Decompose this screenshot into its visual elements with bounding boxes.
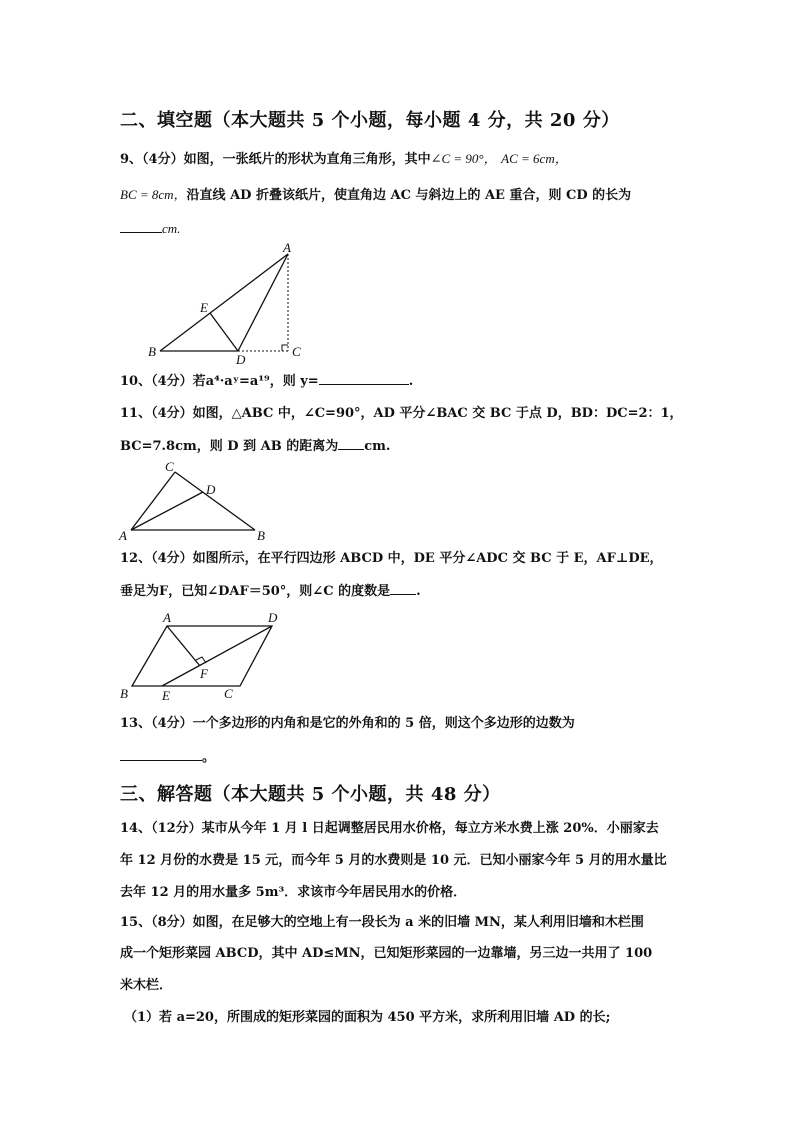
q12-answer-blank <box>390 580 416 595</box>
edge-ad <box>131 492 203 530</box>
q9-bc: BC = 8cm， <box>120 187 187 202</box>
q15-sub1: （1）若 a=20，所围成的矩形菜园的面积为 450 平方米，求所利用旧墙 AD 的长; <box>124 1010 611 1025</box>
q10 <box>120 370 413 393</box>
q11-answer-blank <box>338 435 364 450</box>
q12-stem: 垂足为F，已知∠DAF＝50°，则∠C 的度数是 <box>120 584 391 599</box>
q14-line3: 去年 12 月的用水量多 5m³．求该市今年居民用水的价格． <box>120 885 467 900</box>
label-c: C <box>224 686 233 701</box>
q9-ac: AC = 6cm， <box>501 151 568 166</box>
q13-line1: 13、（4分）一个多边形的内角和是它的外角和的 5 倍，则这个多边形的边数为 <box>120 716 575 731</box>
label-b: B <box>257 528 265 543</box>
edge-da <box>238 254 288 351</box>
label-d: D <box>206 482 216 497</box>
q9-angle: ∠C = 90°， <box>430 151 497 166</box>
q13-end: 。 <box>202 750 216 765</box>
q10-prefix: 10、（4分）若 <box>120 374 206 389</box>
q15-line2: 成一个矩形菜园 ABCD，其中 AD≤MN，已知矩形菜园的一边靠墙，另三边一共用了 100 <box>120 946 653 961</box>
q9-line2 <box>120 184 631 207</box>
label-f: F <box>200 666 208 681</box>
q9-line1 <box>120 148 568 171</box>
q14-line2: 年 12 月份的水费是 15 元，而今年 5 月的水费则是 10 元．已知小丽家今年 5 月的用水量比 <box>120 853 667 868</box>
edge-ed <box>210 313 238 351</box>
q9-unit: cm. <box>162 221 181 236</box>
q15-line3: 米木栏． <box>120 978 173 993</box>
label-c: C <box>292 344 301 359</box>
q13-answer-blank <box>120 746 202 761</box>
q9-stem: 9、（4分）如图，一张纸片的形状为直角三角形，其中 <box>120 152 431 167</box>
q12-end: . <box>416 584 421 599</box>
q9-rest: 沿直线 AD 折叠该纸片，使直角边 AC 与斜边上的 AE 重合，则 CD 的长为 <box>186 188 632 203</box>
q12-line2 <box>120 580 421 603</box>
q11-figure <box>115 458 280 543</box>
label-e: E <box>200 300 208 315</box>
edge-ac <box>131 472 175 530</box>
label-b: B <box>148 344 156 359</box>
label-b: B <box>120 686 128 701</box>
q11-unit: cm. <box>364 439 391 454</box>
q10-suffix: . <box>408 374 414 389</box>
q15-line1: 15、（8分）如图，在足够大的空地上有一段长为 a 米的旧墙 MN，某人利用旧墙和木栏围 <box>120 915 644 930</box>
label-d: D <box>268 610 278 625</box>
label-d: D <box>236 352 246 365</box>
label-a: A <box>119 528 127 543</box>
q9-line3 <box>120 218 180 241</box>
label-a: A <box>163 610 171 625</box>
q12-figure <box>112 606 292 702</box>
q11-line1: 11、（4分）如图，△ABC 中，∠C=90°，AD 平分∠BAC 交 BC 于点 D，BD：DC=2：1， <box>120 406 683 421</box>
label-c: C <box>165 459 174 474</box>
q12-line1: 12、（4分）如图所示，在平行四边形 ABCD 中，DE 平分∠ADC 交 BC 于 E，AF⊥DE， <box>120 551 663 566</box>
q9-answer-blank <box>120 218 162 233</box>
label-e: E <box>162 688 170 702</box>
q14-line1: 14、（12分）某市从今年 1 月 l 日起调整居民用水价格，每立方米水费上涨 20%．小丽家去 <box>120 821 659 836</box>
edge-ba <box>160 254 288 351</box>
q13-line2 <box>120 746 215 769</box>
right-angle-mark <box>282 345 288 351</box>
section-2-title: 二、填空题（本大题共 5 个小题，每小题 4 分，共 20 分） <box>120 110 620 131</box>
q9-figure <box>140 240 320 365</box>
section-3-title: 三、解答题（本大题共 5 个小题，共 48 分） <box>120 784 501 805</box>
label-a: A <box>283 240 291 255</box>
q10-expr: a⁴·aʸ=a¹⁹，则 y= <box>205 374 319 389</box>
edge-af <box>167 626 200 666</box>
q11-stem: BC=7.8cm，则 D 到 AB 的距离为 <box>120 439 339 454</box>
q11-line2 <box>120 435 390 458</box>
q10-answer-blank <box>319 370 409 385</box>
